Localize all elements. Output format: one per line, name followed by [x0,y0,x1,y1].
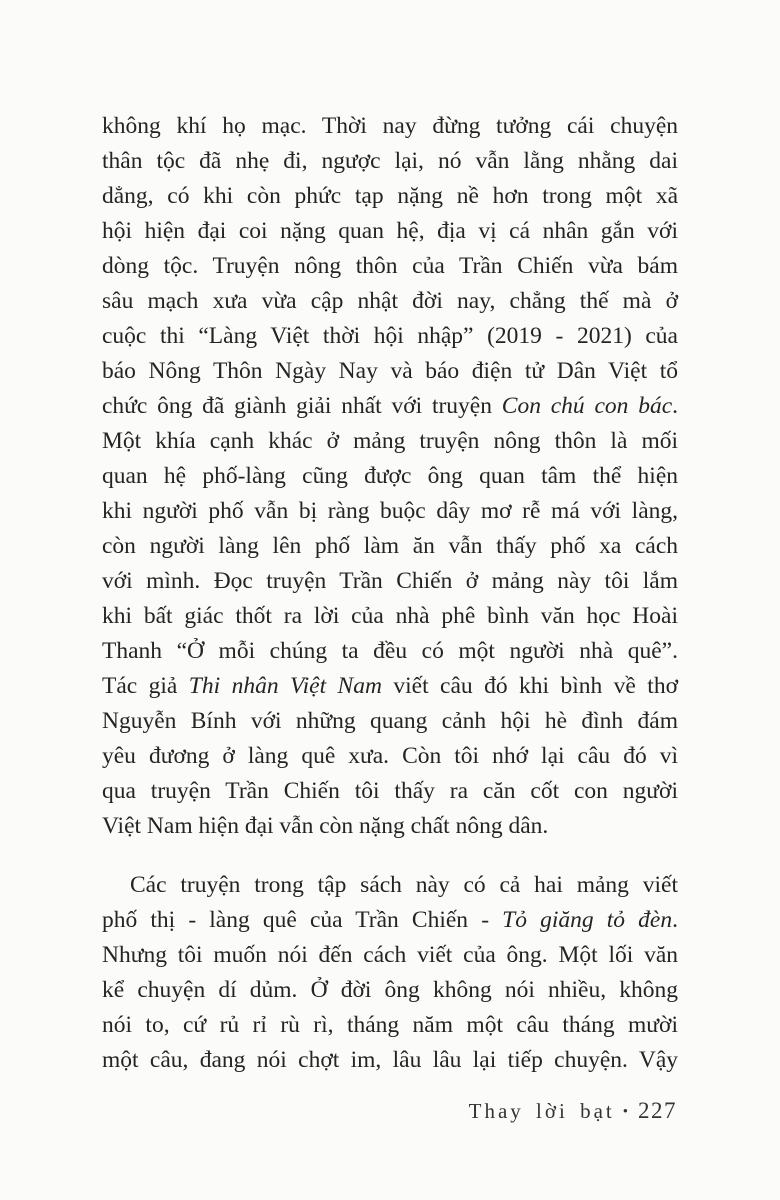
text-line [102,868,678,903]
text-segment: quan hệ phố-làng cũng được ông quan tâm thể hiện [102,463,678,489]
text-line [102,319,678,354]
text-line [102,424,678,459]
text-line [102,179,678,214]
text-line [102,354,678,389]
text-line [102,1043,678,1078]
text-line [102,214,678,249]
text-segment: Một khía cạnh khác ở mảng truyện nông thôn là mối [102,428,678,454]
footer-bullet-separator: • [622,1104,628,1120]
page-footer [469,1098,677,1124]
text-segment: cuộc thi “Làng Việt thời hội nhập” (2019 - 2021) của [102,323,678,349]
text-line [102,704,678,739]
text-line [102,109,678,144]
book-title-italic: Tỏ giăng tỏ đèn [502,907,673,933]
text-line [102,809,678,844]
text-segment: phố thị - làng quê của Trần Chiến - [102,907,503,933]
text-line [102,389,678,424]
text-segment: dẳng, có khi còn phức tạp nặng nề hơn trong một xã [102,183,678,209]
text-segment: dòng tộc. Truyện nông thôn của Trần Chiến vừa bám [102,253,678,279]
text-segment: Thanh “Ở mỗi chúng ta đều có một người nhà quê”. [102,638,678,664]
text-line [102,249,678,284]
text-segment: báo Nông Thôn Ngày Nay và báo điện tử Dân Việt tổ [102,358,678,384]
text-line [102,669,678,704]
text-line [102,284,678,319]
text-segment: Tác giả [102,673,189,699]
text-segment: yêu đương ở làng quê xưa. Còn tôi nhớ lại câu đó vì [102,743,678,769]
text-segment: còn người làng lên phố làm ăn vẫn thấy phố xa cách [102,533,678,559]
text-segment: không khí họ mạc. Thời nay đừng tưởng cái chuyện [102,113,678,139]
footer-section-label: Thay lời bạt [468,1099,615,1123]
text-line [102,634,678,669]
text-line [102,529,678,564]
text-line [102,459,678,494]
text-segment: . [672,907,678,933]
paragraph [102,868,678,1078]
text-line [102,903,678,938]
book-title-italic: Thi nhân Việt Nam [188,673,382,699]
text-segment: hội hiện đại coi nặng quan hệ, địa vị cá nhân gắn với [102,218,678,244]
text-segment: thân tộc đã nhẹ đi, ngược lại, nó vẫn lằng nhằng dai [102,148,678,174]
text-line [102,494,678,529]
page-number: 227 [638,1098,677,1123]
text-block [102,109,678,1078]
text-segment: với mình. Đọc truyện Trần Chiến ở mảng này tôi lắm [102,568,678,594]
text-segment: Nguyễn Bính với những quang cảnh hội hè đình đám [102,708,678,734]
text-segment: khi người phố vẫn bị ràng buộc dây mơ rễ má với làng, [102,498,678,524]
book-title-italic: Con chú con bác [501,393,673,419]
text-line [102,973,678,1008]
text-segment: khi bất giác thốt ra lời của nhà phê bình văn học Hoài [102,603,678,629]
text-line [102,938,678,973]
text-segment: kể chuyện dí dủm. Ở đời ông không nói nhiều, không [102,977,678,1003]
text-segment: Việt Nam hiện đại vẫn còn nặng chất nông dân. [102,813,549,839]
text-line [102,564,678,599]
text-segment: . [672,393,678,419]
text-segment: qua truyện Trần Chiến tôi thấy ra căn cốt con người [102,778,678,804]
paragraph [102,109,678,844]
text-segment: một câu, đang nói chợt im, lâu lâu lại tiếp chuyện. Vậy [102,1047,678,1073]
text-segment: nói to, cứ rủ rỉ rù rì, tháng năm một câu tháng mười [102,1012,678,1038]
text-line [102,144,678,179]
text-line [102,599,678,634]
text-segment: Nhưng tôi muốn nói đến cách viết của ông. Một lối văn [102,942,678,968]
text-segment: chức ông đã giành giải nhất với truyện [102,393,502,419]
text-line [102,739,678,774]
text-line [102,1008,678,1043]
text-segment: sâu mạch xưa vừa cập nhật đời nay, chẳng thế mà ở [102,288,678,314]
text-segment: Các truyện trong tập sách này có cả hai mảng viết [130,872,678,898]
text-segment: viết câu đó khi bình về thơ [381,673,678,699]
text-line [102,774,678,809]
